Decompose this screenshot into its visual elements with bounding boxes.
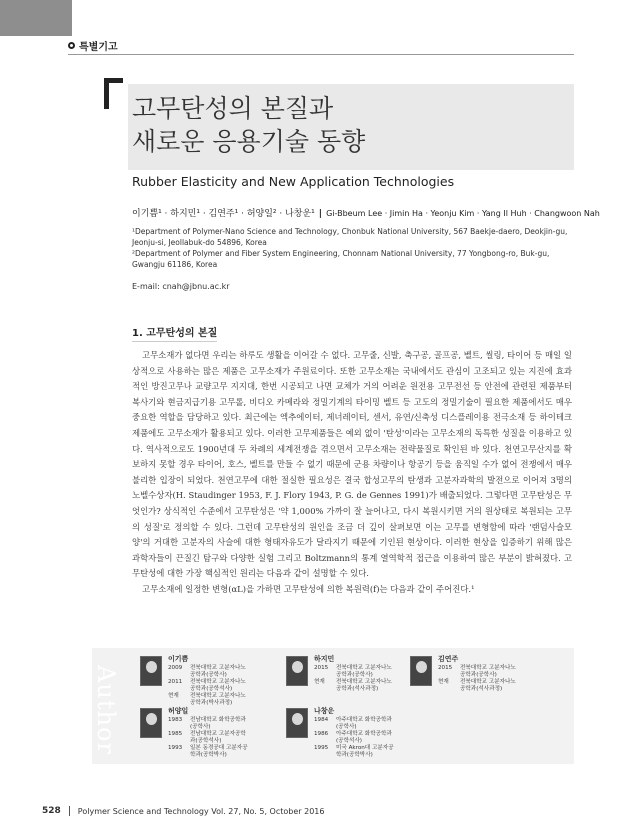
title-korean <box>132 92 365 158</box>
page-footer <box>42 806 324 816</box>
entry-year: 1986 <box>314 731 329 737</box>
author-card-1 <box>140 656 250 707</box>
entry-year: 1993 <box>168 745 183 751</box>
paragraph-1: 고무소재가 없다면 우리는 하루도 생활을 이어갈 수 없다. 고무줄, 신발, 축구공, 골프공, 벨트, 씰링, 타이어 등 매일 일상적으로 사용하는 많은 제품은 고무소재가 주원료이다. 또한 고무소재는 국내에서도 관심이 고조되고 있는 지진에 효과적인 방진고무나 교량고무 지지대, 한번 시공되고 나면 교체가 거의 어려운 원전용 고무전선 등 안전에 관련된 제품부터 복사기와 현금지급기용 고무롤, 비디오 카메라와 정밀기계의 타이밍 벨트 등 고도의 정밀기술이 필요한 제품에서도 매우 중요한 역할을 담당하고 있다. 최근에는 엑추에이터, 제너레이터, 센서, 유연/신축성 디스플레이용 전극소재 등 하이테크 제품에도 고무소재가 활용되고 있다. 이러한 고무제품들은 예외 없이 '탄성'이라는 고무소재의 독특한 성질을 이용하고 있다. 역사적으로도 1900년대 두 차례의 세계전쟁을 겪으면서 고무소재는 전략물질로 확인된 바 있다. 천연고무산지를 확보하지 못할 경우 타이어, 호스, 벨트를 만들 수 없기 때문에 군용 차량이나 항공기 등을 움직일 수가 없어 전쟁에서 매우 불리한 입장이 되었다. 천연고무에 대한 절실한 필요성은 결국 합성고무의 탄생과 고분자과학의 발전으로 이어져 3명의 노벨수상자(H. Staudinger 1953, F. J. Flory 1943, P. G. de Gennes 1991)가 배출되었다. 그렇다면 고무탄성은 무엇인가? 상식적인 수준에서 고무탄성은 '약 1,000% 가까이 잘 늘어나고, 다시 복원시키면 거의 원상태로 복원되는 고무의 성질'로 정의할 수 있다. 그런데 고무탄성의 원인을 조금 더 깊이 살펴보면 이는 고무를 변형함에 따라 '랜덤사슬모양'의 거대한 고분자의 사슬에 대한 형태자유도가 달라지기 때문에 기인된 현상이다. 이러한 현상을 입증하기 위해 많은 과학자들이 끈질긴 탐구와 다양한 실험 그리고 Boltzmann의 통계 열역학적 접근을 이용하여 많은 부분이 밝혀졌다. 고무탄성에 대한 가장 핵심적인 원리는 다음과 같이 설명할 수 있다. <box>132 350 572 579</box>
entry-year: 2009 <box>168 665 183 671</box>
entry-year: 1995 <box>314 745 329 751</box>
entry-year: 현재 <box>438 679 449 685</box>
entry-text: 전북대학교 고분자나노공학과(석사과정) <box>336 679 392 692</box>
section-label-text: 특별기고 <box>79 42 118 53</box>
header-rule <box>68 54 574 55</box>
footer-divider <box>69 806 70 816</box>
entry-year: 1983 <box>168 717 183 723</box>
author-card-name: 허양일 <box>168 707 189 715</box>
entry-year: 1984 <box>314 717 329 723</box>
author-photo <box>140 708 162 738</box>
author-list <box>132 206 600 219</box>
entry-year: 1985 <box>168 731 183 737</box>
author-card-4 <box>140 708 250 759</box>
entry-year: 현재 <box>314 679 325 685</box>
entry-text: 전남대학교 화학공학과 (공학사) <box>190 717 246 730</box>
entry-text: 전북대학교 고분자나노공학과(공학석사) <box>190 679 246 692</box>
body-text <box>132 348 572 598</box>
entry-text: 전북대학교 고분자나노공학과(석사과정) <box>460 679 516 692</box>
entry-text: 아주대학교 화학공학과 (공학사) <box>336 717 392 730</box>
author-card-5 <box>286 708 396 759</box>
entry-text: 전남대학교 고분자공학과(공학석사) <box>190 731 246 744</box>
entry-text: 전북대학교 고분자나노공학과(공학사) <box>190 665 246 678</box>
section-heading: 1. 고무탄성의 본질 <box>132 324 217 342</box>
section-label <box>68 38 118 53</box>
title-line-2: 새로운 응용기술 동향 <box>132 127 366 156</box>
author-photo <box>140 656 162 686</box>
entry-text: 전북대학교 고분자나노공학과(박사과정) <box>190 693 246 706</box>
affiliation-1: ¹Department of Polymer-Nano Science and Technology, Chonbuk National University, 567 Baekje-daero, Deokjin-gu, Jeonju-si, Jeollabuk-do 54896, Korea <box>132 227 568 247</box>
author-card-name: 김연주 <box>438 655 459 663</box>
entry-text: 전북대학교 고분자나노공학과(공학사) <box>460 665 516 678</box>
author-card-2 <box>286 656 396 693</box>
paragraph-2: 고무소재에 일정한 변형(αL)을 가하면 고무탄성에 의한 복원력(f)는 다음과 같이 주어진다.¹ <box>142 583 475 594</box>
affiliation-2: ²Department of Polymer and Fiber System Engineering, Chonnam National University, 77 Yongbong-ro, Buk-gu, Gwangju 61186, Korea <box>132 249 550 269</box>
author-section-label: Author <box>92 665 120 755</box>
author-separator: | <box>318 209 323 219</box>
author-photo <box>286 656 308 686</box>
author-card-name: 나창운 <box>314 707 335 715</box>
entry-year: 2015 <box>314 665 329 671</box>
title-english: Rubber Elasticity and New Application Technologies <box>132 174 455 189</box>
corner-tab <box>0 0 72 36</box>
author-card-name: 이기쁨 <box>168 655 189 663</box>
author-names-ko: 이기쁨¹ · 하지민¹ · 김연주¹ · 허양일² · 나창운¹ <box>132 209 315 219</box>
author-card-name: 하지민 <box>314 655 335 663</box>
author-photo <box>286 708 308 738</box>
entry-text: 미국 Akron대 고분자공학과(공학박사) <box>336 745 394 758</box>
journal-info: Polymer Science and Technology Vol. 27, No. 5, October 2016 <box>77 806 325 816</box>
entry-text: 전북대학교 고분자나노공학과(공학사) <box>336 665 392 678</box>
title-bracket <box>104 78 123 109</box>
entry-year: 2015 <box>438 665 453 671</box>
entry-year: 2011 <box>168 679 183 685</box>
entry-text: 아주대학교 화학공학과(공학석사) <box>336 731 392 744</box>
entry-text: 일본 동경공대 고분자공학과(공학박사) <box>190 745 248 758</box>
author-photo <box>410 656 432 686</box>
affiliations <box>132 226 572 270</box>
author-card-3 <box>410 656 520 693</box>
contact-email: E-mail: cnah@jbnu.ac.kr <box>132 282 230 291</box>
title-line-1: 고무탄성의 본질과 <box>132 94 334 123</box>
author-names-en: Gi-Bbeum Lee · Jimin Ha · Yeonju Kim · Yang Il Huh · Changwoon Nah <box>326 209 600 218</box>
page-number: 528 <box>42 806 61 816</box>
entry-year: 현재 <box>168 693 179 699</box>
bullet-icon <box>68 42 75 49</box>
